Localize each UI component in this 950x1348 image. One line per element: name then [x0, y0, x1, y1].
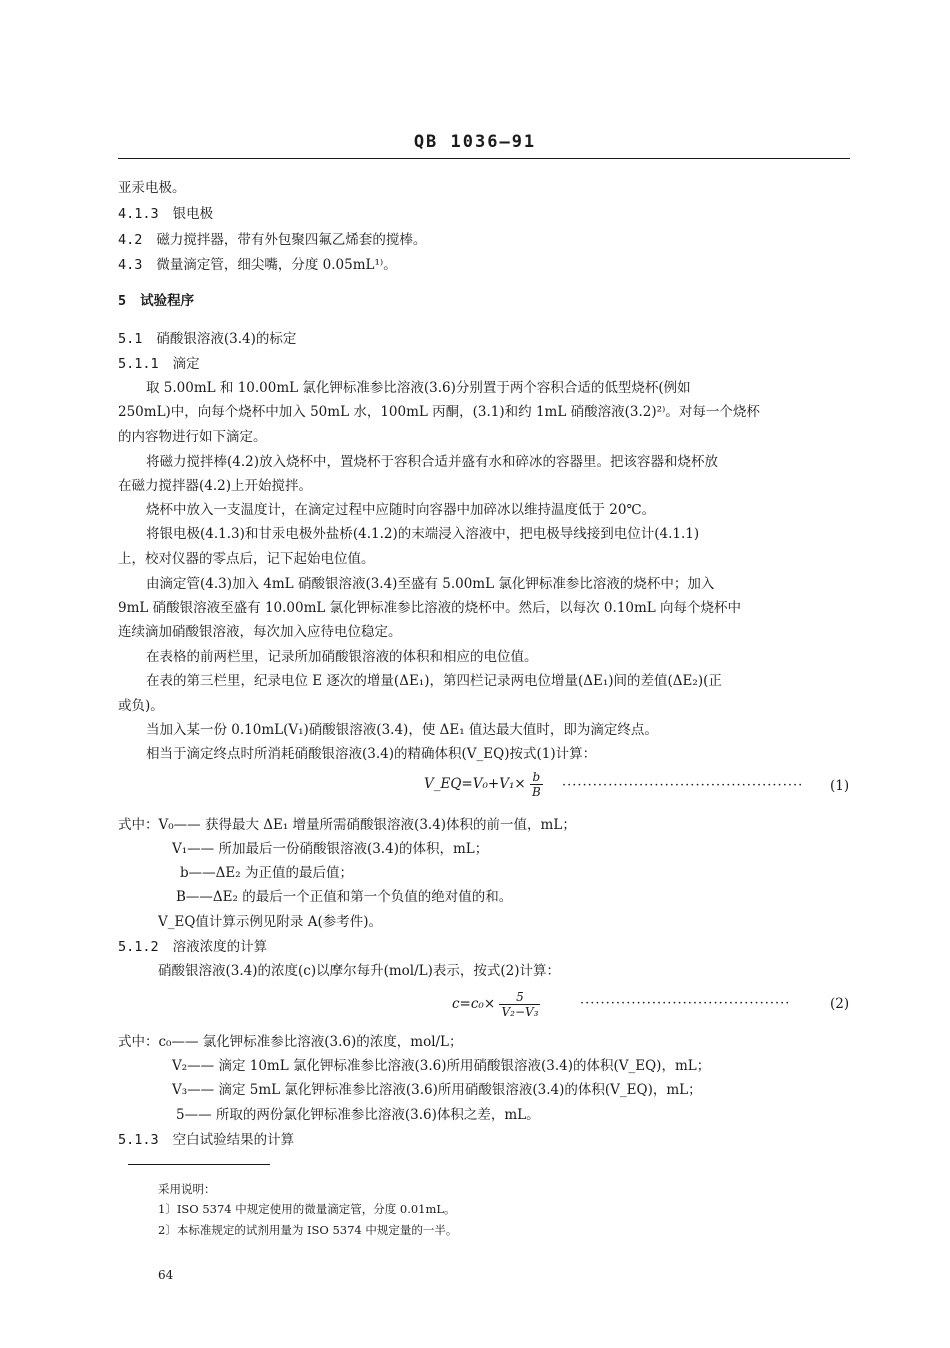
section-number: 5.1.1: [118, 356, 159, 372]
paragraph-line: 在表的第三栏里，纪录电位 E 逐次的增量(ΔE₁)，第四栏记录两电位增量(ΔE₁)间的差值(ΔE₂)(正: [146, 673, 722, 689]
paragraph-line: 在磁力搅拌器(4.2)上开始搅拌。: [118, 478, 313, 494]
section-text: 溶液浓度的计算: [172, 939, 268, 955]
formula-2-numerator: 5: [499, 990, 540, 1005]
section-4-1-3: [118, 204, 213, 224]
paragraph-line: 连续滴加硝酸银溶液，每次加入应待电位稳定。: [118, 624, 402, 640]
section-text: 银电极: [172, 206, 214, 222]
section-5-1-1: [118, 354, 200, 374]
section-number: 5.1.3: [118, 1132, 159, 1148]
where-line: 5—— 所取的两份氯化钾标准参比溶液(3.6)体积之差，mL。: [176, 1107, 540, 1123]
where-line: V₃—— 滴定 5mL 氯化钾标准参比溶液(3.6)所用硝酸银溶液(3.4)的体积(V_EQ)，mL；: [172, 1082, 702, 1098]
paragraph-line: 上，校对仪器的零点后，记下起始电位值。: [118, 551, 375, 567]
paragraph-line: 9mL 硝酸银溶液至盛有 10.00mL 氯化钾标准参比溶液的烧杯中。然后，以每次 0.10mL 向每个烧杯中: [118, 600, 742, 616]
leader-dots: ···············································: [562, 778, 804, 793]
paragraph-line: 当加入某一份 0.10mL(V₁)硝酸银溶液(3.4)，使 ΔE₁ 值达最大值时，即为滴定终点。: [146, 722, 658, 738]
page-header-title: QB 1036—91: [413, 132, 537, 152]
where-line: 式中：c₀—— 氯化钾标准参比溶液(3.6)的浓度，mol/L；: [118, 1034, 463, 1050]
section-number: 5: [118, 293, 127, 309]
where-line: V₂—— 滴定 10mL 氯化钾标准参比溶液(3.6)所用硝酸银溶液(3.4)的体积(V_EQ)，mL；: [172, 1058, 711, 1074]
section-number: 4.3: [118, 257, 143, 273]
paragraph-line: 相当于滴定终点时所消耗硝酸银溶液(3.4)的精确体积(V_EQ)按式(1)计算：: [146, 746, 597, 762]
where-line: 式中：V₀—— 获得最大 ΔE₁ 增量所需硝酸银溶液(3.4)体积的前一值，mL；: [118, 817, 576, 833]
paragraph-line: 将银电极(4.1.3)和甘汞电极外盐桥(4.1.2)的末端浸入溶液中，把电极导线接到电位计(4.1.1): [146, 526, 700, 542]
section-5-1-2: [118, 937, 267, 957]
where-line: V_EQ值计算示例见附录 A(参考件)。: [158, 914, 382, 930]
section-number: 5.1: [118, 331, 143, 347]
formula-2-fraction: [499, 990, 540, 1019]
section-text: 微量滴定管，细尖嘴，分度 0.05mL¹⁾。: [156, 257, 397, 273]
section-5-1-3: [118, 1130, 294, 1150]
formula-2-denominator: V₂−V₃: [501, 1005, 539, 1019]
equation-number-1: (1): [830, 778, 850, 794]
where-line: B——ΔE₂ 的最后一个正值和第一个负值的绝对值的和。: [176, 889, 513, 905]
section-5-heading: [118, 291, 194, 311]
page-number: 64: [158, 1268, 174, 1282]
formula-1-numerator: b: [530, 770, 543, 785]
footnote-1: 1〕ISO 5374 中规定使用的微量滴定管，分度 0.01mL。: [158, 1202, 456, 1216]
footnote-rule: [128, 1164, 270, 1165]
equation-number-2: (2): [830, 996, 850, 1012]
paragraph-line: 250mL)中，向每个烧杯中加入 50mL 水，100mL 丙酮，(3.1)和约 1mL 硝酸溶液(3.2)²⁾。对每一个烧杯: [118, 404, 760, 420]
paragraph-line: 由滴定管(4.3)加入 4mL 硝酸银溶液(3.4)至盛有 5.00mL 氯化钾标准参比溶液的烧杯中；加入: [146, 576, 715, 592]
footnote-2: 2〕本标准规定的试剂用量为 ISO 5374 中规定量的一半。: [158, 1223, 458, 1237]
formula-1-left: V_EQ=V₀+V₁×: [424, 776, 526, 792]
formula-1-fraction: [530, 770, 543, 799]
section-number: 4.1.3: [118, 206, 159, 222]
section-5-1: [118, 329, 296, 349]
where-line: b——ΔE₂ 为正值的最后值；: [180, 865, 353, 881]
leader-dots: ·········································: [580, 996, 791, 1011]
section-text: 试验程序: [140, 293, 195, 309]
section-number: 5.1.2: [118, 939, 159, 955]
section-text: 滴定: [172, 356, 200, 372]
text-line: 亚汞电极。: [118, 180, 186, 196]
section-4-3: [118, 255, 397, 275]
formula-1: [424, 770, 543, 799]
formula-2: [452, 990, 540, 1019]
where-line: V₁—— 所加最后一份硝酸银溶液(3.4)的体积，mL；: [172, 841, 489, 857]
section-text: 磁力搅拌器，带有外包聚四氟乙烯套的搅棒。: [156, 232, 427, 248]
section-4-2: [118, 230, 426, 250]
formula-2-left: c=c₀×: [452, 996, 496, 1012]
paragraph-line: 的内容物进行如下滴定。: [118, 429, 267, 445]
paragraph-line: 烧杯中放入一支温度计，在滴定过程中应随时向容器中加碎冰以维持温度低于 20℃。: [146, 502, 656, 518]
footnote-heading: 采用说明：: [158, 1182, 216, 1196]
paragraph-line: 硝酸银溶液(3.4)的浓度(c)以摩尔每升(mol/L)表示，按式(2)计算：: [158, 963, 561, 979]
paragraph-line: 或负)。: [118, 698, 164, 714]
section-number: 4.2: [118, 232, 143, 248]
formula-1-denominator: B: [531, 785, 541, 799]
paragraph-line: 将磁力搅拌棒(4.2)放入烧杯中，置烧杯于容积合适并盛有水和碎冰的容器里。把该容器和烧杯放: [146, 454, 719, 470]
paragraph-line: 在表格的前两栏里，记录所加硝酸银溶液的体积和相应的电位值。: [146, 649, 538, 665]
paragraph-line: 取 5.00mL 和 10.00mL 氯化钾标准参比溶液(3.6)分别置于两个容积合适的低型烧杯(例如: [146, 380, 691, 396]
header-rule: [118, 158, 850, 159]
section-text: 硝酸银溶液(3.4)的标定: [156, 331, 297, 347]
section-text: 空白试验结果的计算: [172, 1132, 295, 1148]
